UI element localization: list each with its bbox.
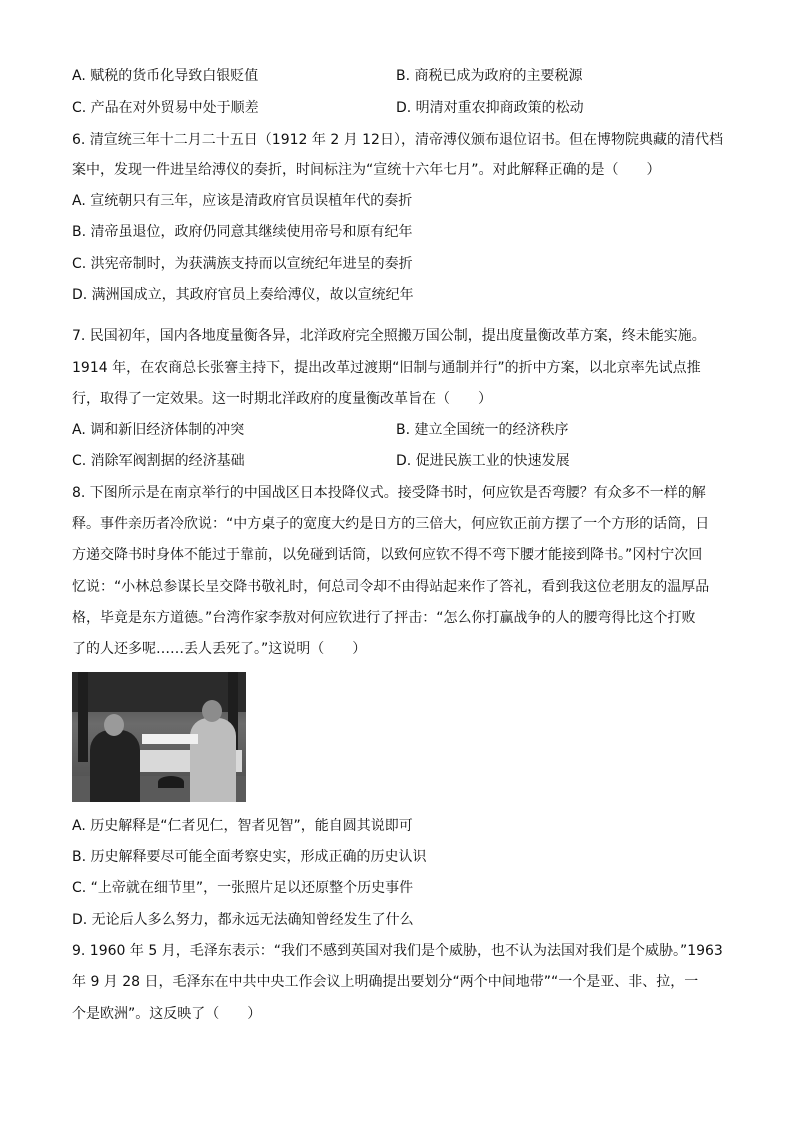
q8-stem-line-5: 格，毕竟是东方道德。”台湾作家李敖对何应钦进行了抨击：“怎么你打赢战争的人的腰弯得比这个打败 [72,610,696,626]
q5-option-d[interactable]: D. 明清对重农抑商政策的松动 [396,100,584,116]
q9-stem-line-1: 9. 1960 年 5 月，毛泽东表示：“我们不感到英国对我们是个威胁，也不认为法国对我们是个威胁。”1963 [72,943,723,959]
q9-stem-line-2: 年 9 月 28 日，毛泽东在中共中央工作会议上明确提出要划分“两个中间地带”“一个是亚、非、拉，一 [72,974,699,990]
surrender-ceremony-photo [72,672,246,802]
q8-option-d[interactable]: D. 无论后人多么努力，都永远无法确知曾经发生了什么 [72,912,414,928]
q5-option-c[interactable]: C. 产品在对外贸易中处于顺差 [72,100,259,116]
q7-stem-line-2: 1914 年，在农商总长张謇主持下，提出改革过渡期“旧制与通制并行”的折中方案，以北京率先试点推 [72,360,701,376]
q7-option-c[interactable]: C. 消除军阀割据的经济基础 [72,453,245,469]
q8-stem-line-1: 8. 下图所示是在南京举行的中国战区日本投降仪式。接受降书时，何应钦是否弯腰？有众多不一样的解 [72,485,706,501]
q8-stem-line-6: 了的人还多呢……丢人丢死了。”这说明（ ） [72,641,367,657]
q6-stem-line-1: 6. 清宣统三年十二月二十五日（1912 年 2 月 12日），清帝溥仪颁布退位诏书。但在博物院典藏的清代档 [72,132,723,148]
q8-stem-line-3: 方递交降书时身体不能过于靠前，以免碰到话筒，以致何应钦不得不弯下腰才能接到降书。”冈村宁次回 [72,547,703,563]
q7-stem-line-1: 7. 民国初年，国内各地度量衡各异，北洋政府完全照搬万国公制，提出度量衡改革方案，终未能实施。 [72,328,706,344]
q6-option-c[interactable]: C. 洪宪帝制时，为获满族支持而以宣统纪年进呈的奏折 [72,256,413,272]
q7-option-b[interactable]: B. 建立全国统一的经济秩序 [396,422,569,438]
q6-option-d[interactable]: D. 满洲国成立，其政府官员上奏给溥仪，故以宣统纪年 [72,287,414,303]
q8-stem-line-2: 释。事件亲历者冷欣说：“中方桌子的宽度大约是日方的三倍大，何应钦正前方摆了一个方形的话筒，日 [72,516,710,532]
q5-option-a[interactable]: A. 赋税的货币化导致白银贬值 [72,68,259,84]
q8-stem-line-4: 忆说：“小林总参谋长呈交降书敬礼时，何总司令却不由得站起来作了答礼，看到我这位老朋友的温厚品 [72,579,710,595]
q6-stem-line-2: 案中，发现一件进呈给溥仪的奏折，时间标注为“宣统十六年七月”。对此解释正确的是（ ） [72,162,661,178]
q8-option-b[interactable]: B. 历史解释要尽可能全面考察史实，形成正确的历史认识 [72,849,427,865]
q6-option-a[interactable]: A. 宣统朝只有三年，应该是清政府官员误植年代的奏折 [72,193,413,209]
q8-option-a[interactable]: A. 历史解释是“仁者见仁，智者见智”，能自圆其说即可 [72,818,413,834]
q9-stem-line-3: 个是欧洲”。这反映了（ ） [72,1006,262,1022]
q7-stem-line-3: 行，取得了一定效果。这一时期北洋政府的度量衡改革旨在（ ） [72,391,492,407]
q7-option-d[interactable]: D. 促进民族工业的快速发展 [396,453,570,469]
q7-option-a[interactable]: A. 调和新旧经济体制的冲突 [72,422,245,438]
q6-option-b[interactable]: B. 清帝虽退位，政府仍同意其继续使用帝号和原有纪年 [72,224,413,240]
q5-option-b[interactable]: B. 商税已成为政府的主要税源 [396,68,583,84]
q8-option-c[interactable]: C. “上帝就在细节里”，一张照片足以还原整个历史事件 [72,880,414,896]
